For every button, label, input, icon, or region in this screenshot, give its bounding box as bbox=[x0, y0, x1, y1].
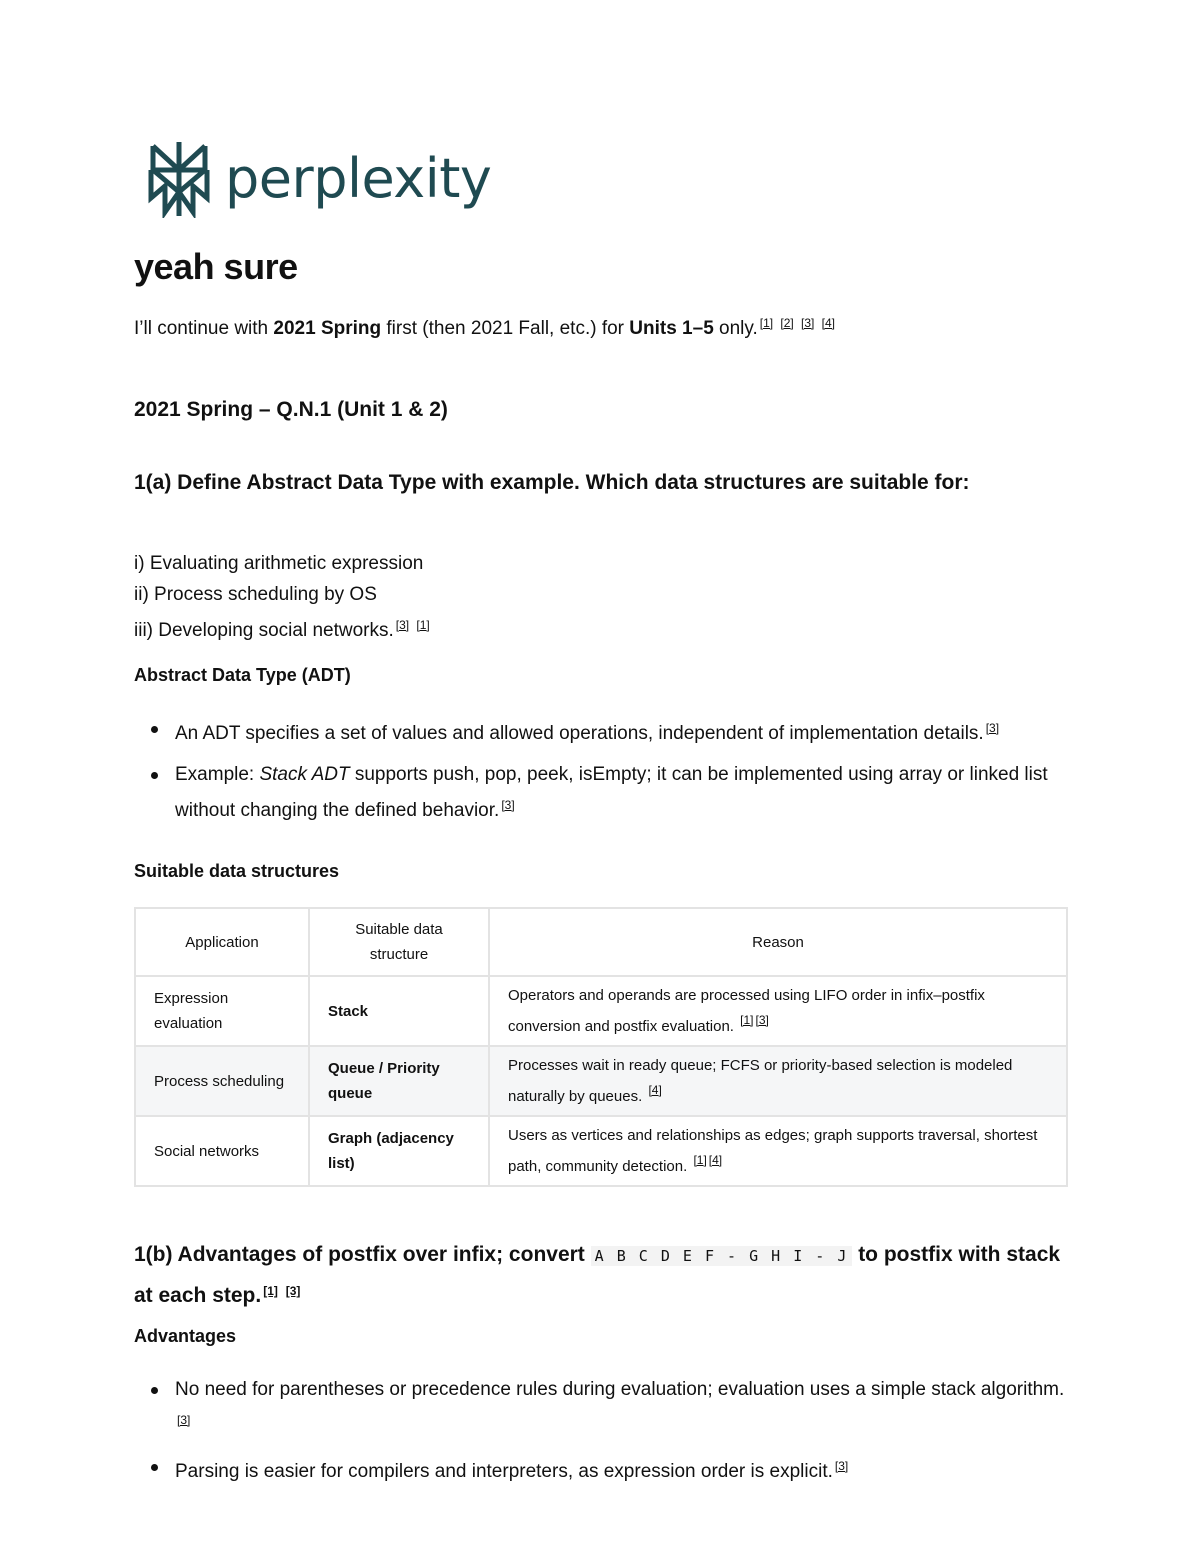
citation-link[interactable]: [3] bbox=[834, 1459, 849, 1473]
question-1b-heading: 1(b) Advantages of postfix over infix; convert A B C D E F - G H I - J to postfix with stack at each step. [1] [3] bbox=[134, 1243, 1061, 1307]
citation-link[interactable]: [4] bbox=[708, 1153, 723, 1167]
citation-link[interactable]: [3] bbox=[395, 618, 410, 632]
citation-link[interactable]: [3] bbox=[801, 316, 815, 330]
table-header: Suitable data structure bbox=[309, 908, 489, 976]
citation-link[interactable]: [1] bbox=[740, 1013, 754, 1027]
table-heading: Suitable data structures bbox=[134, 861, 340, 881]
table-header-row bbox=[135, 908, 1067, 976]
list-item: i) Evaluating arithmetic expression bbox=[134, 553, 424, 574]
citation-link[interactable]: [1] bbox=[693, 1153, 707, 1167]
table-cell: Expression evaluation bbox=[135, 976, 309, 1046]
brand-logo bbox=[147, 140, 491, 218]
page-title: yeah sure bbox=[134, 246, 298, 287]
advantages-heading: Advantages bbox=[134, 1326, 237, 1346]
table-row bbox=[135, 1116, 1067, 1186]
table-cell: Graph (adjacency list) bbox=[309, 1116, 489, 1186]
citation-link[interactable]: [3] bbox=[177, 1413, 191, 1427]
section-heading: 2021 Spring – Q.N.1 (Unit 1 & 2) bbox=[134, 398, 448, 421]
citation-link[interactable]: [3] bbox=[501, 798, 515, 812]
inline-code: A B C D E F - G H I - J bbox=[591, 1246, 853, 1266]
data-structures-table bbox=[134, 907, 1068, 1187]
list-item: Example: Stack ADT supports push, pop, peek, isEmpty; it can be implemented using array or linked list without changing the defined behavior. [3] bbox=[134, 759, 1065, 826]
question-1a-items bbox=[134, 548, 430, 646]
list-item: Parsing is easier for compilers and interpreters, as expression order is explicit. [3] bbox=[134, 1451, 1065, 1487]
citation-link[interactable]: [3] bbox=[285, 1284, 301, 1298]
perplexity-logo-icon bbox=[147, 140, 211, 218]
table-cell: Process scheduling bbox=[135, 1046, 309, 1116]
brand-name: perplexity bbox=[225, 147, 492, 210]
citation-link[interactable]: [4] bbox=[648, 1083, 662, 1097]
table-cell: Users as vertices and relationships as edges; graph supports traversal, shortest path, community detection. [1] [4] bbox=[489, 1116, 1067, 1186]
advantages-bullets bbox=[134, 1374, 1065, 1487]
table-header: Reason bbox=[489, 908, 1067, 976]
list-item: No need for parentheses or precedence rules during evaluation; evaluation uses a simple stack algorithm.[3] bbox=[134, 1374, 1065, 1441]
table-row bbox=[135, 1046, 1067, 1116]
table-header: Application bbox=[135, 908, 309, 976]
list-item: ii) Process scheduling by OS bbox=[134, 584, 377, 605]
list-item: An ADT specifies a set of values and allowed operations, independent of implementation details. [3] bbox=[134, 713, 1065, 749]
table-row bbox=[135, 976, 1067, 1046]
citation-link[interactable]: [1] bbox=[759, 316, 774, 330]
citation-link[interactable]: [2] bbox=[780, 316, 794, 330]
citation-link[interactable]: [1] bbox=[263, 1284, 278, 1298]
table-cell: Social networks bbox=[135, 1116, 309, 1186]
adt-bullets bbox=[134, 713, 1065, 826]
adt-heading: Abstract Data Type (ADT) bbox=[134, 665, 351, 685]
table-cell: Operators and operands are processed using LIFO order in infix–postfix conversion and postfix evaluation. [1] [3] bbox=[489, 976, 1067, 1046]
citation-link[interactable]: [3] bbox=[985, 721, 1000, 735]
list-item: iii) Developing social networks. [3] [1] bbox=[134, 618, 430, 641]
table-cell: Queue / Priority queue bbox=[309, 1046, 489, 1116]
intro-paragraph: I’ll continue with 2021 Spring first (then 2021 Fall, etc.) for Units 1–5 only. [1] [2] [3] [4] bbox=[134, 316, 835, 339]
citation-link[interactable]: [1] bbox=[416, 618, 430, 632]
citation-link[interactable]: [4] bbox=[821, 316, 835, 330]
table-cell: Processes wait in ready queue; FCFS or priority-based selection is modeled naturally by queues. [4] bbox=[489, 1046, 1067, 1116]
citation-link[interactable]: [3] bbox=[755, 1013, 769, 1027]
table-cell: Stack bbox=[309, 976, 489, 1046]
question-1a-heading: 1(a) Define Abstract Data Type with example. Which data structures are suitable for: bbox=[134, 471, 970, 494]
